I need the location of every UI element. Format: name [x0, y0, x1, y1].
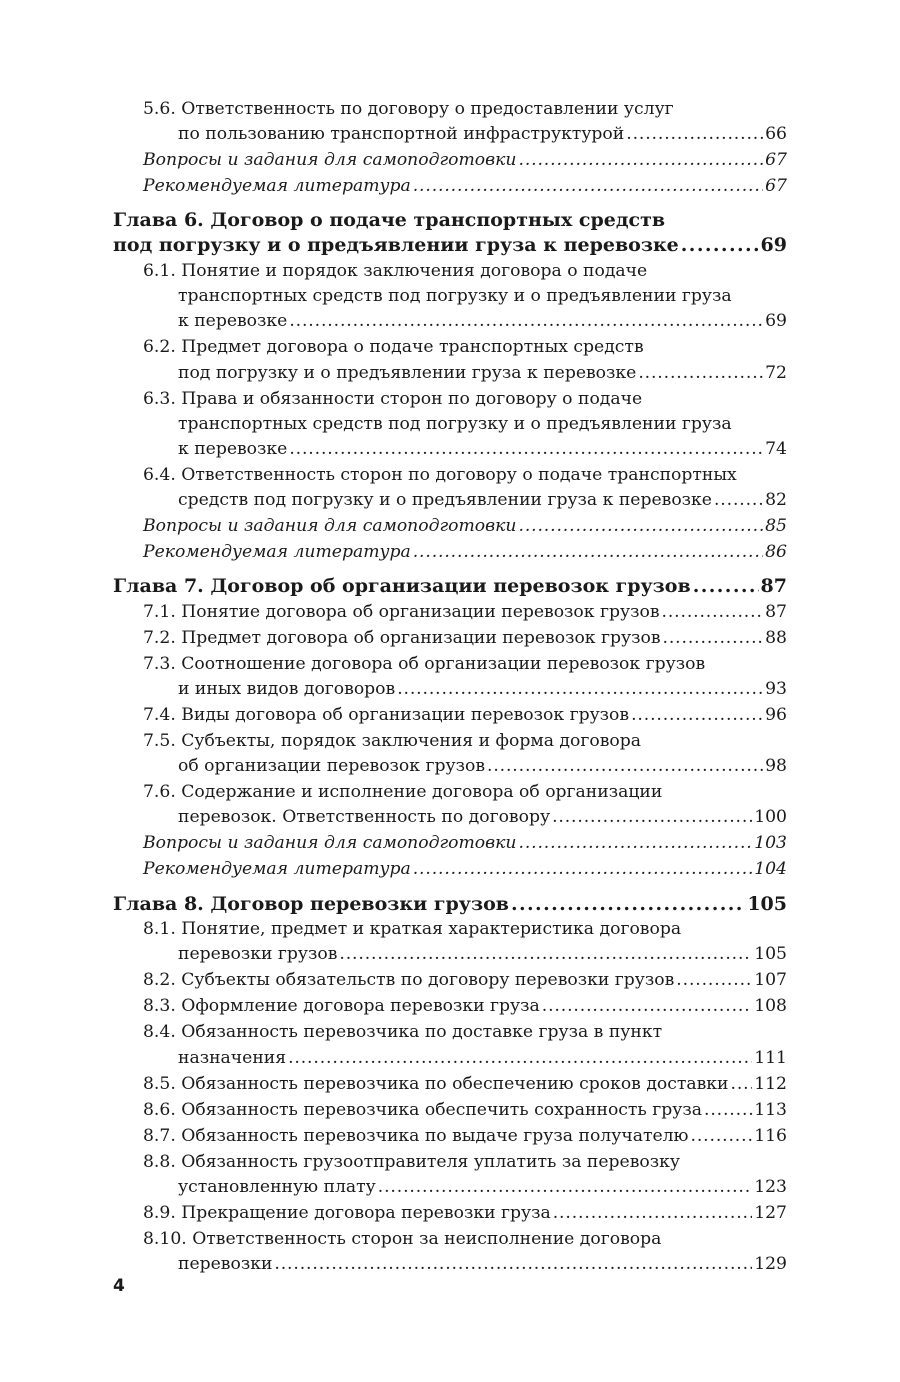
toc-section[interactable]: [113, 994, 787, 1019]
toc-supplement[interactable]: [113, 540, 787, 565]
toc-page-number: 100: [754, 807, 787, 828]
table-of-contents: [113, 97, 787, 1278]
toc-entry-text: 5.6. Ответственность по договору о предоставлении услуг: [143, 99, 674, 119]
toc-chapter[interactable]: [113, 892, 787, 917]
toc-page-number: 67: [765, 176, 787, 197]
toc-supplement[interactable]: [113, 514, 787, 539]
toc-chapter[interactable]: [113, 208, 787, 258]
toc-page-number: 82: [765, 490, 787, 511]
toc-entry-text: к перевозке: [178, 438, 288, 459]
toc-entry-text: Вопросы и задания для самоподготовки: [143, 516, 517, 537]
toc-entry-text: 6.4. Ответственность сторон по договору о подаче транспортных: [143, 464, 737, 485]
toc-supplement[interactable]: [113, 174, 787, 199]
dot-leader: [662, 600, 764, 625]
toc-page-number: 96: [765, 705, 787, 726]
toc-section[interactable]: [113, 1227, 787, 1277]
toc-page-number: 129: [754, 1253, 787, 1274]
dot-leader: [691, 1124, 753, 1149]
toc-page-number: 105: [754, 944, 787, 965]
dot-leader: [487, 754, 763, 779]
toc-entry-text: Рекомендуемая литература: [143, 176, 411, 197]
toc-entry-text: по пользованию транспортной инфраструктурой: [178, 124, 625, 145]
toc-entry-text: 8.8. Обязанность грузоотправителя уплатить за перевозку: [143, 1151, 680, 1172]
dot-leader: [663, 626, 764, 651]
toc-page-number: 74: [765, 438, 787, 459]
toc-page-number: 69: [760, 234, 787, 257]
toc-page-number: 103: [754, 833, 787, 854]
toc-section[interactable]: [113, 1020, 787, 1070]
toc-entry-text: 6.3. Права и обязанности сторон по договору о подаче: [143, 388, 643, 409]
toc-section[interactable]: [113, 968, 787, 993]
toc-section[interactable]: [113, 703, 787, 728]
toc-page-number: 93: [765, 679, 787, 700]
toc-section[interactable]: [113, 97, 787, 147]
dot-leader: [553, 1201, 752, 1226]
toc-page-number: 113: [754, 1099, 787, 1120]
toc-page-number: 85: [765, 516, 787, 537]
toc-entry-text: 8.2. Субъекты обязательств по договору перевозки грузов: [143, 970, 675, 991]
toc-page-number: 67: [765, 150, 787, 171]
toc-section[interactable]: [113, 780, 787, 830]
dot-leader: [714, 488, 763, 513]
toc-entry-text: 8.10. Ответственность сторон за неисполнение договора: [143, 1228, 662, 1249]
toc-entry-text: 8.5. Обязанность перевозчика по обеспечению сроков доставки: [143, 1073, 729, 1094]
dot-leader: [681, 233, 759, 258]
toc-page-number: 108: [754, 996, 787, 1017]
toc-entry-text: перевозки: [178, 1253, 273, 1274]
toc-page-number: 72: [765, 362, 787, 383]
dot-leader: [378, 1175, 752, 1200]
dot-leader: [693, 574, 759, 599]
dot-leader: [638, 361, 763, 386]
dot-leader: [511, 892, 745, 917]
toc-page-number: 104: [754, 859, 787, 880]
toc-entry-text: Глава 6. Договор о подаче транспортных средств: [113, 209, 666, 232]
toc-page-number: 112: [754, 1073, 787, 1094]
dot-leader: [631, 703, 763, 728]
toc-entry-text: 7.2. Предмет договора об организации перевозок грузов: [143, 627, 661, 648]
toc-section[interactable]: [113, 335, 787, 385]
dot-leader: [676, 968, 752, 993]
toc-page-number: 123: [754, 1176, 787, 1197]
toc-supplement[interactable]: [113, 148, 787, 173]
toc-entry-text: назначения: [178, 1047, 287, 1068]
toc-chapter[interactable]: [113, 574, 787, 599]
toc-entry-text: 7.6. Содержание и исполнение договора об организации: [143, 782, 663, 803]
dot-leader: [274, 1252, 752, 1277]
toc-entry-text: к перевозке: [178, 311, 288, 332]
dot-leader: [289, 309, 763, 334]
dot-leader: [413, 857, 752, 882]
toc-entry-text: Глава 7. Договор об организации перевозок грузов: [113, 575, 691, 598]
toc-page-number: 69: [765, 311, 787, 332]
toc-entry-text: под погрузку и о предъявлении груза к перевозке: [113, 234, 679, 257]
toc-page-number: 116: [754, 1125, 787, 1146]
toc-entry-text: 7.1. Понятие договора об организации перевозок грузов: [143, 601, 660, 622]
toc-entry-text: 7.4. Виды договора об организации перевозок грузов: [143, 705, 630, 726]
toc-entry-text: установленную плату: [178, 1176, 376, 1197]
toc-entry-text: 8.4. Обязанность перевозчика по доставке груза в пункт: [143, 1022, 663, 1043]
toc-entry-text: 8.6. Обязанность перевозчика обеспечить сохранность груза: [143, 1099, 702, 1120]
dot-leader: [704, 1098, 752, 1123]
dot-leader: [519, 831, 753, 856]
toc-entry-text: Рекомендуемая литература: [143, 542, 411, 563]
toc-page-number: 111: [754, 1047, 787, 1068]
toc-section[interactable]: [113, 600, 787, 625]
toc-section[interactable]: [113, 463, 787, 513]
toc-page-number: 127: [754, 1202, 787, 1223]
toc-entry-text: и иных видов договоров: [178, 679, 396, 700]
toc-page-number: 87: [765, 601, 787, 622]
toc-page-number: 107: [754, 970, 787, 991]
toc-entry-text: Рекомендуемая литература: [143, 859, 411, 880]
toc-entry-text: транспортных средств под погрузку и о предъявлении груза: [178, 413, 732, 434]
toc-section[interactable]: [113, 1201, 787, 1226]
toc-section[interactable]: [113, 729, 787, 779]
toc-section[interactable]: [113, 652, 787, 702]
toc-entry-text: 6.2. Предмет договора о подаче транспортных средств: [143, 337, 644, 358]
toc-entry-text: Вопросы и задания для самоподготовки: [143, 150, 517, 171]
toc-section[interactable]: [113, 1150, 787, 1200]
toc-page-number: 66: [765, 124, 787, 145]
toc-entry-text: перевозки грузов: [178, 944, 338, 965]
toc-section[interactable]: [113, 1098, 787, 1123]
toc-entry-text: под погрузку и о предъявлении груза к перевозке: [178, 362, 637, 383]
dot-leader: [288, 1046, 752, 1071]
toc-section[interactable]: [113, 1072, 787, 1097]
toc-entry-text: 8.7. Обязанность перевозчика по выдаче груза получателю: [143, 1125, 689, 1146]
toc-page-number: 98: [765, 756, 787, 777]
toc-page-number: 105: [747, 892, 787, 915]
toc-entry-text: 8.3. Оформление договора перевозки груза: [143, 996, 540, 1017]
dot-leader: [519, 148, 764, 173]
toc-entry-text: перевозок. Ответственность по договору: [178, 807, 551, 828]
toc-section[interactable]: [113, 1124, 787, 1149]
dot-leader: [552, 805, 752, 830]
toc-entry-text: 8.9. Прекращение договора перевозки груза: [143, 1202, 551, 1223]
dot-leader: [542, 994, 752, 1019]
toc-entry-text: об организации перевозок грузов: [178, 756, 485, 777]
dot-leader: [626, 122, 763, 147]
toc-page-number: 88: [765, 627, 787, 648]
dot-leader: [397, 677, 763, 702]
dot-leader: [289, 437, 763, 462]
toc-entry-text: 7.5. Субъекты, порядок заключения и форма договора: [143, 731, 641, 752]
dot-leader: [413, 174, 763, 199]
toc-section[interactable]: [113, 387, 787, 463]
toc-entry-text: 8.1. Понятие, предмет и краткая характеристика договора: [143, 919, 682, 940]
toc-section[interactable]: [113, 259, 787, 335]
toc-section[interactable]: [113, 626, 787, 651]
toc-page-number: 87: [760, 575, 787, 598]
dot-leader: [413, 540, 763, 565]
toc-entry-text: 6.1. Понятие и порядок заключения договора о подаче: [143, 260, 648, 281]
toc-entry-text: 7.3. Соотношение договора об организации перевозок грузов: [143, 653, 706, 674]
toc-entry-text: Глава 8. Договор перевозки грузов: [113, 892, 509, 915]
page-number: 4: [113, 1276, 125, 1296]
toc-page-number: 86: [765, 542, 787, 563]
toc-supplement[interactable]: [113, 831, 787, 856]
toc-entry-text: транспортных средств под погрузку и о предъявлении груза: [178, 286, 732, 307]
toc-supplement[interactable]: [113, 857, 787, 882]
toc-entry-text: Вопросы и задания для самоподготовки: [143, 833, 517, 854]
dot-leader: [519, 514, 764, 539]
toc-entry-text: средств под погрузку и о предъявлении груза к перевозке: [178, 490, 712, 511]
dot-leader: [339, 942, 752, 967]
toc-section[interactable]: [113, 917, 787, 967]
dot-leader: [731, 1072, 753, 1097]
